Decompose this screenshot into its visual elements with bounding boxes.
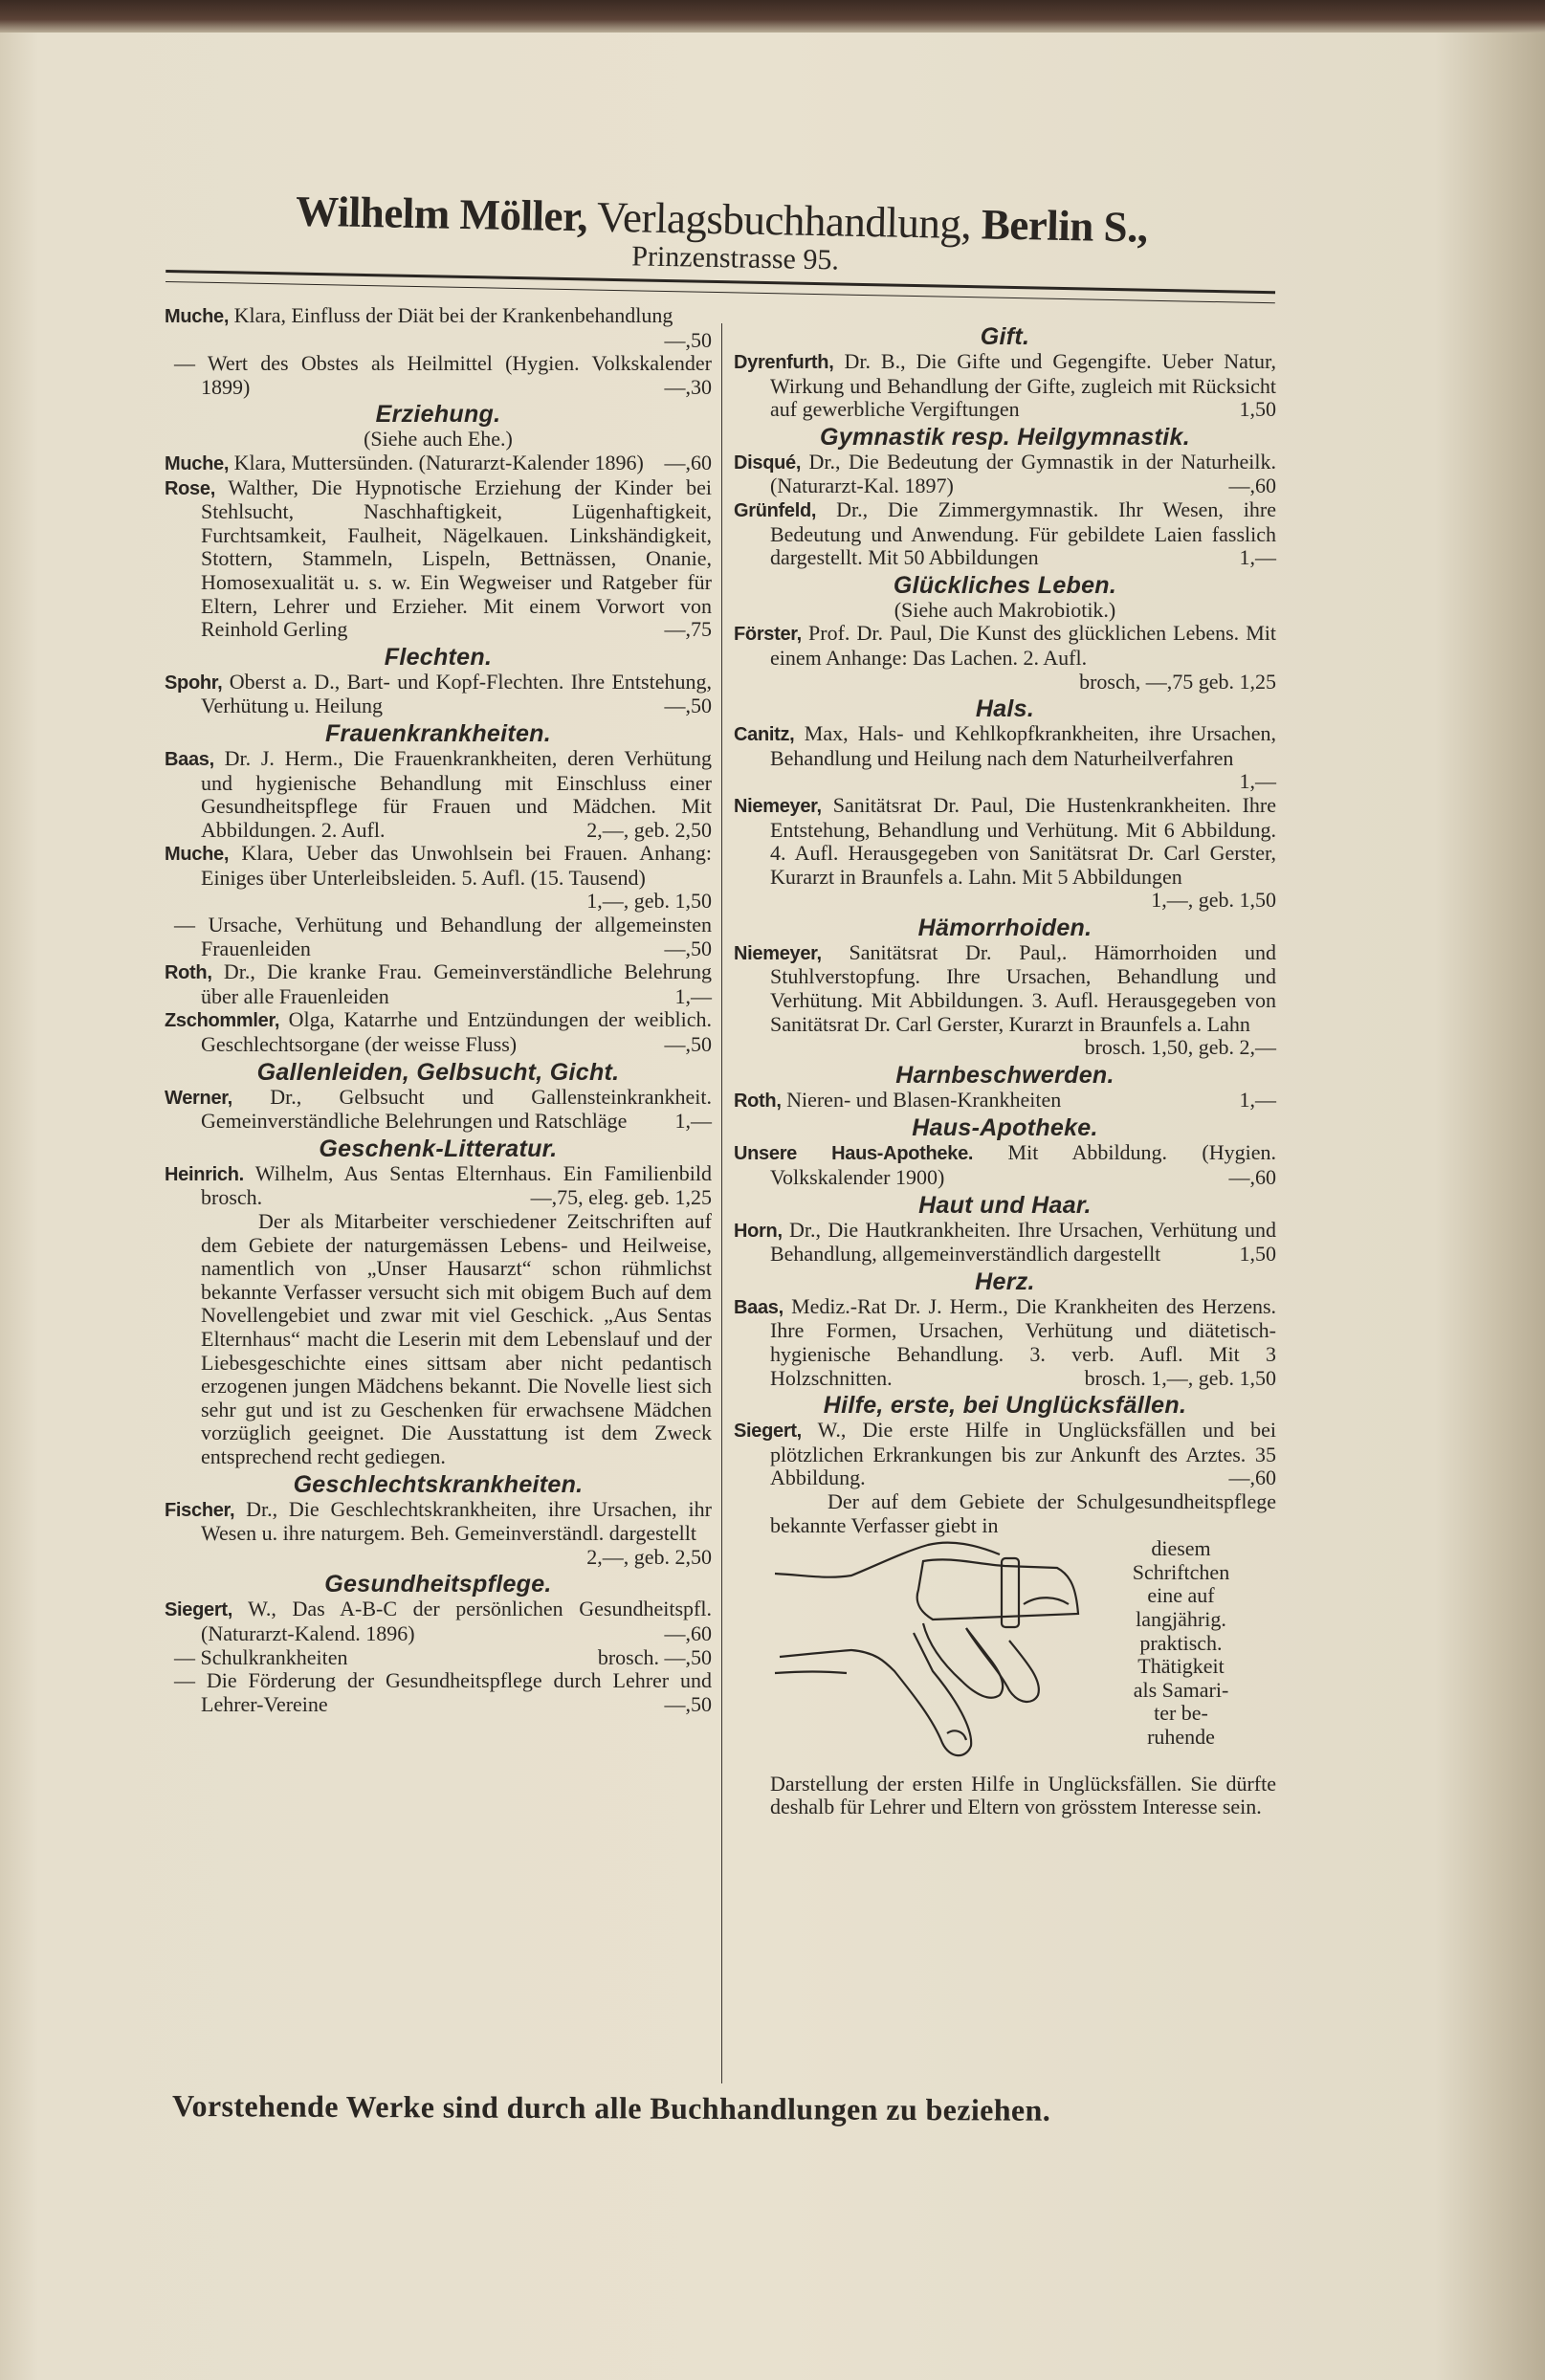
entry-price: 1,—: [1239, 545, 1276, 570]
section-heading: Gift.: [980, 323, 1030, 350]
entry-price: —,30: [664, 374, 712, 399]
entry-price: 1,—: [1239, 769, 1276, 794]
catalog-entry: [734, 451, 1276, 498]
entry-author: Unsere Haus-Apotheke.: [733, 1143, 974, 1165]
entry-title: Olga, Katarrhe und Entzündungen der weiblich. Geschlechtsorgane (der weisse Fluss): [201, 1007, 712, 1057]
entry-title: Sanitätsrat Dr. Paul, Die Hustenkrankheiten. Ihre Entstehung, Behandlung und Verhütung. Mit 6 Abbildung. 4. Aufl. Herausgegeben von Sanitätsrat Dr. Carl Gerster, Kurarzt in Braunfels a. Lahn. Mit 5 Abbildungen: [769, 792, 1277, 889]
entry-author: Horn,: [733, 1220, 783, 1242]
section-heading: Flechten.: [384, 643, 493, 671]
entry-price: 1,50: [1239, 1242, 1276, 1267]
entry-title: Oberst a. D., Bart- und Kopf-Flechten. Ihre Entstehung, Verhütung u. Heilung: [201, 669, 712, 718]
review-side-line: eine auf: [1147, 1583, 1215, 1608]
left-section: [165, 304, 712, 399]
entry-author: Muche,: [165, 306, 230, 327]
review-side-line: diesem: [1151, 1536, 1211, 1561]
section-heading: Glückliches Leben.: [893, 571, 1117, 599]
entry-author: Förster,: [733, 624, 802, 646]
left-section: [165, 1572, 712, 1716]
catalog-entry: [165, 747, 712, 842]
entry-price: 1,—: [1239, 1087, 1276, 1112]
entry-title: Klara, Einfluss der Diät bei der Krankenbehandlung: [233, 303, 673, 327]
catalog-entry: [165, 452, 712, 476]
section-heading: Hämorrhoiden.: [917, 914, 1093, 941]
entry-title: Klara, Muttersünden. (Naturarzt-Kalender 1896): [233, 450, 644, 474]
entry-price: 1,—, geb. 1,50: [1151, 888, 1276, 913]
entry-author: Rose,: [165, 477, 215, 499]
entry-title: Max, Hals- und Kehlkopfkrankheiten, ihre Ursachen, Behandlung und Heilung nach dem Naturheilverfahren: [769, 721, 1277, 770]
catalog-entry: [165, 1498, 712, 1570]
entry-author: Siegert,: [165, 1599, 232, 1621]
catalog-entry: [165, 476, 712, 642]
entry-author: Canitz,: [733, 724, 795, 746]
catalog-entry: [734, 1419, 1276, 1490]
review-side-line: Thätigkeit: [1137, 1654, 1225, 1679]
section-heading: Herz.: [975, 1267, 1035, 1295]
review-side-line: ruhende: [1147, 1724, 1215, 1749]
catalog-entry: [165, 960, 712, 1008]
entry-price: 2,—, geb. 2,50: [586, 1544, 712, 1569]
entry-price: —,50: [664, 327, 712, 352]
review-side-line: praktisch.: [1139, 1630, 1223, 1655]
review-side-line: langjährig.: [1136, 1606, 1226, 1631]
catalog-entry: [165, 1598, 712, 1645]
entry-title: Dr. B., Die Gifte und Gegengifte. Ueber Natur, Wirkung und Behandlung der Gifte, zugleich mit Rücksicht auf gewerbliche Vergiftungen: [769, 349, 1277, 422]
entry-price: —,60: [664, 1620, 712, 1645]
entry-title: — Wert des Obstes als Heilmittel (Hygien. Volkskalender 1899): [174, 351, 712, 399]
hand-illustration: [770, 1537, 1086, 1773]
entry-price: —,50: [664, 936, 712, 960]
publisher-trade: Verlagsbuchhandlung,: [596, 192, 972, 249]
entry-title: Dr., Die Zimmergymnastik. Ihr Wesen, ihre Bedeutung und Anwendung. Für gebildete Laien fasslich dargestellt. Mit 50 Abbildungen: [769, 496, 1277, 570]
right-section: [734, 915, 1276, 1060]
catalog-entry: [165, 914, 712, 960]
entry-title: Walther, Die Hypnotische Erziehung der Kinder bei Stehlsucht, Naschhaftigkeit, Lügenhaftigkeit, Furchtsamkeit, Faulheit, Nägelkauen. Linkshändigkeit, Stottern, Stammeln, Lispeln, Bettnässen, Onanie, Homosexualität u. s. w. Ein Wegweiser und Ratgeber für Eltern, Lehrer und Erzieher. Mit einem Vorwort von Reinhold Gerling: [201, 474, 712, 642]
right-section: [734, 1393, 1276, 1819]
page-header: [166, 184, 1277, 303]
entry-author: Niemeyer,: [733, 942, 822, 964]
left-section: [165, 1060, 712, 1134]
left-section: [165, 645, 712, 718]
section-heading: Gymnastik resp. Heilgymnastik.: [820, 423, 1190, 451]
review-side-line: ter be-: [1154, 1701, 1208, 1726]
entry-title: Mit Abbildung. (Hygien. Volkskalender 1900): [769, 1140, 1276, 1190]
entry-title: W., Die erste Hilfe in Unglücksfällen und bei plötzlichen Erkrankungen bis zur Ankunft des Arztes. 35 Abbildung.: [769, 1418, 1276, 1490]
entry-price: 1,50: [1239, 397, 1276, 422]
entry-price: 2,—, geb. 2,50: [586, 817, 712, 842]
entry-price: 1,—, geb. 1,50: [586, 889, 712, 914]
entry-author: Baas,: [165, 748, 214, 770]
entry-title: Dr. J. Herm., Die Frauenkrankheiten, deren Verhütung und hygienische Behandlung mit Einschluss einer Gesundheitspflege für Frauen und Mädchen. Mit Abbildungen. 2. Aufl.: [201, 745, 712, 842]
section-heading: Gesundheitspflege.: [324, 1571, 552, 1598]
catalog-entry: [734, 722, 1276, 794]
section-heading: Gallenleiden, Gelbsucht, Gicht.: [256, 1058, 620, 1086]
entry-price: —,60: [1228, 474, 1276, 498]
review-side-text: [1086, 1537, 1276, 1749]
entry-price: —,60: [664, 450, 712, 474]
footer-note: Vorstehende Werke sind durch alle Buchhandlungen zu beziehen.: [171, 2087, 1051, 2127]
section-see-also-note: (Siehe auch Ehe.): [364, 427, 513, 452]
entry-author: Siegert,: [733, 1421, 802, 1443]
entry-title: Dr., Die Hautkrankheiten. Ihre Ursachen, Verhütung und Behandlung, allgemeinverständlich dargestellt: [769, 1217, 1276, 1267]
catalog-entry: [734, 350, 1276, 422]
entry-review: Der auf dem Gebiete der Schulgesundheitspflege bekannte Verfasser giebt in: [769, 1488, 1276, 1537]
left-section: [165, 1136, 712, 1469]
publisher-city: Berlin S.,: [981, 200, 1149, 252]
entry-price: brosch. 1,—, geb. 1,50: [1084, 1365, 1276, 1390]
entry-price: 1,—: [674, 1109, 712, 1134]
section-heading: Geschenk-Litteratur.: [319, 1135, 558, 1162]
right-column: [734, 304, 1276, 2083]
right-section: [734, 1193, 1276, 1267]
entry-price: brosch, —,75 geb. 1,25: [1079, 669, 1276, 694]
catalog-entry: [165, 1669, 712, 1716]
page-top-edge: [0, 0, 1545, 33]
publisher-name: Wilhelm Möller,: [295, 187, 588, 241]
entry-title: Prof. Dr. Paul, Die Kunst des glücklichen Lebens. Mit einem Anhange: Das Lachen. 2. Aufl.: [769, 621, 1277, 670]
catalog-entry: [165, 671, 712, 718]
left-column: [165, 304, 712, 2083]
catalog-entry: [165, 1086, 712, 1134]
section-heading: Frauenkrankheiten.: [324, 719, 551, 747]
catalog-entry: [165, 842, 712, 914]
entry-author: Roth,: [733, 1090, 782, 1112]
review-side-line: als Samari-: [1133, 1677, 1229, 1702]
right-section: [734, 324, 1276, 422]
entry-author: Disqué,: [733, 452, 802, 474]
entry-author: Heinrich.: [165, 1163, 244, 1185]
entry-price: —,60: [1228, 1165, 1276, 1190]
entry-title: Klara, Ueber das Unwohlsein bei Frauen. Anhang: Einiges über Unterleibsleiden. 5. Aufl. (15. Tausend): [201, 841, 712, 890]
entry-author: Muche,: [165, 844, 230, 866]
entry-price: —,50: [664, 694, 712, 718]
entry-author: Spohr,: [165, 672, 223, 694]
catalog-entry: [734, 622, 1276, 694]
entry-author: Zschommler,: [165, 1010, 280, 1032]
illustration-wrap: [734, 1537, 1276, 1773]
left-section: [165, 721, 712, 1057]
review-continuation: Darstellung der ersten Hilfe in Unglücksfällen. Sie dürfte deshalb für Lehrer und Eltern von grösstem Interesse sein.: [769, 1771, 1276, 1819]
section-heading: Geschlechtskrankheiten.: [293, 1470, 584, 1498]
section-see-also-note: (Siehe auch Makrobiotik.): [894, 597, 1116, 622]
entry-author: Niemeyer,: [733, 795, 822, 817]
entry-title: Dr., Die kranke Frau. Gemeinverständliche Belehrung über alle Frauenleiden: [201, 959, 712, 1008]
entry-title: W., Das A-B-C der persönlichen Gesundheitspfl. (Naturarzt-Kalend. 1896): [201, 1597, 712, 1645]
entry-price: brosch. —,50: [597, 1644, 712, 1669]
entry-price: —,75, eleg. geb. 1,25: [530, 1185, 712, 1210]
entry-title: Dr., Die Geschlechtskrankheiten, ihre Ursachen, ihr Wesen u. ihre naturgem. Beh. Gemeinverständl. dargestellt: [201, 1496, 712, 1546]
entry-review: Der als Mitarbeiter verschiedener Zeitschriften auf dem Gebiete der naturgemässen Lebens- und Heilweise, namentlich von „Unser Hausarzt“ schon rühmlichst bekannte Verfasser versucht sich mit obigem Buch auf dem Novellengebiet und zwar mit viel Geschick. „Aus Sentas Elternhaus“ macht die Leserin mit dem Lebenslauf und der Liebesgeschichte eines sittsam aber nicht pedantisch erzogenen jungen Mädchens bekannt. Die Novelle liest sich sehr gut und ist zu Geschenken für erwachsene Mädchen vorzüglich geeignet. Die Ausstattung ist dem Zweck entsprechend recht gediegen.: [201, 1209, 712, 1468]
entry-title: Dr., Gelbsucht und Gallensteinkrankheit. Gemeinverständliche Belehrungen und Ratschläge: [201, 1084, 712, 1134]
entry-author: Muche,: [165, 452, 230, 474]
right-section: [734, 696, 1276, 913]
section-heading: Harnbeschwerden.: [895, 1061, 1115, 1089]
entry-author: Roth,: [165, 962, 212, 984]
catalog-entry: [165, 352, 712, 399]
entry-title: Mediz.-Rat Dr. J. Herm., Die Krankheiten des Herzens. Ihre Formen, Ursachen, Verhütung und diätetisch-hygienische Behandlung. 3. verb. Aufl. Mit 3 Holzschnitten.: [769, 1293, 1277, 1390]
entry-author: Baas,: [733, 1296, 784, 1318]
entry-title: — Schulkrankheiten: [174, 1644, 348, 1669]
entry-price: 1,—: [674, 983, 712, 1008]
catalog-entry: [165, 1008, 712, 1056]
entry-title: — Die Förderung der Gesundheitspflege durch Lehrer und Lehrer-Vereine: [174, 1668, 712, 1716]
section-heading: Haus-Apotheke.: [912, 1114, 1098, 1142]
entry-title: Sanitätsrat Dr. Paul,. Hämorrhoiden und Stuhlverstopfung. Ihre Ursachen, Behandlung und Verhütung. Mit Abbildungen. 3. Aufl. Herausgegeben von Sanitätsrat Dr. Carl Gerster, Kurarzt in Braunfels a. Lahn: [769, 939, 1276, 1036]
catalog-entry: [734, 1219, 1276, 1267]
catalog-body: [165, 304, 1276, 2083]
left-section: [165, 1472, 712, 1570]
right-section: [734, 425, 1276, 570]
entry-title: Nieren- und Blasen-Krankheiten: [786, 1087, 1062, 1112]
catalog-entry: [734, 1141, 1276, 1189]
review-side-line: Schriftchen: [1132, 1559, 1230, 1584]
catalog-entry: [734, 941, 1276, 1060]
right-section: [734, 573, 1276, 694]
catalog-entry: [734, 1089, 1276, 1113]
publisher-address: Prinzenstrasse 95.: [631, 240, 840, 276]
right-section: [734, 1063, 1276, 1113]
entry-title: Dr., Die Bedeutung der Gymnastik in der Naturheilk. (Naturarzt-Kal. 1897): [769, 449, 1276, 498]
catalog-entry: [165, 1646, 712, 1670]
entry-author: Grünfeld,: [733, 499, 817, 521]
entry-price: brosch. 1,50, geb. 2,—: [1084, 1035, 1276, 1060]
entry-price: —,50: [664, 1691, 712, 1716]
entry-price: —,75: [664, 617, 712, 642]
left-section: [165, 402, 712, 641]
entry-price: —,50: [664, 1032, 712, 1057]
entry-price: —,60: [1228, 1465, 1276, 1490]
section-heading: Hals.: [975, 695, 1035, 723]
right-section: [734, 1115, 1276, 1189]
right-section: [734, 1269, 1276, 1390]
entry-author: Werner,: [165, 1087, 232, 1109]
catalog-entry: [734, 794, 1276, 913]
section-heading: Hilfe, erste, bei Unglücksfällen.: [823, 1392, 1187, 1420]
section-heading: Erziehung.: [375, 401, 501, 429]
catalog-entry: [165, 304, 712, 352]
catalog-entry: [734, 1295, 1276, 1390]
entry-title: — Ursache, Verhütung und Behandlung der allgemeinsten Frauenleiden: [174, 913, 712, 960]
column-divider: [721, 323, 722, 2083]
catalog-entry: [734, 498, 1276, 570]
section-heading: Haut und Haar.: [918, 1191, 1092, 1219]
entry-title: Wilhelm, Aus Sentas Elternhaus. Ein Familienbild brosch.: [201, 1160, 712, 1210]
entry-author: Fischer,: [165, 1499, 235, 1521]
hand-splint-icon: [770, 1537, 1086, 1767]
entry-author: Dyrenfurth,: [733, 352, 834, 373]
catalog-entry: [165, 1162, 712, 1210]
